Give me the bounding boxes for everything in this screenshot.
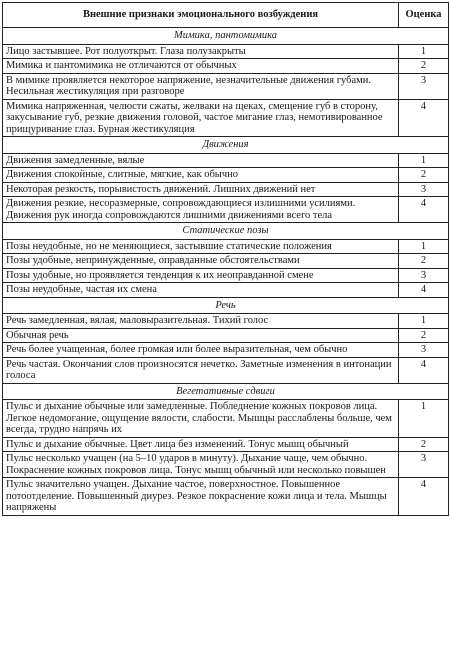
score-value: 3 bbox=[399, 452, 449, 478]
sign-description: Мимика напряженная, челюсти сжаты, желваки на щеках, смещение губ в сторону, закусывание губ, резкие движения головой, частое мигание глаз, немотивированное прищуривание глаз. Бурная жестикуляция bbox=[3, 99, 399, 137]
table-row bbox=[3, 44, 449, 59]
table-row bbox=[3, 357, 449, 383]
sign-description: Пульс значительно учащен. Дыхание частое, поверхностное. Повышенное потоотделение. Повышенный диурез. Резкое покраснение кожи лица и тела. Мышцы напряжены bbox=[3, 478, 399, 516]
section-title: Статические позы bbox=[3, 223, 449, 240]
score-value: 1 bbox=[399, 153, 449, 168]
sign-description: Позы удобные, непринужденные, оправданные обстоятельствами bbox=[3, 254, 399, 269]
score-value: 4 bbox=[399, 357, 449, 383]
sign-description: В мимике проявляется некоторое напряжение, незначительные движения губами. Несильная жестикуляция при разговоре bbox=[3, 73, 399, 99]
sign-description: Обычная речь bbox=[3, 328, 399, 343]
table-row bbox=[3, 99, 449, 137]
sign-description: Некоторая резкость, порывистость движений. Лишних движений нет bbox=[3, 182, 399, 197]
header-score: Оценка bbox=[399, 3, 449, 28]
table-row bbox=[3, 239, 449, 254]
sign-description: Пульс несколько учащен (на 5–10 ударов в минуту). Дыхание чаще, чем обычно. Покраснение кожных покровов лица. Тонус мышц обычный или несколько повышен bbox=[3, 452, 399, 478]
sign-description: Речь замедленная, вялая, маловыразительная. Тихий голос bbox=[3, 314, 399, 329]
score-value: 2 bbox=[399, 168, 449, 183]
table-row bbox=[3, 73, 449, 99]
sign-description: Пульс и дыхание обычные или замедленные. Побледнение кожных покровов лица. Легкое недомогание, ощущение вялости, слабости. Мышцы расслаблены больше, чем всегда, трудно напрячь их bbox=[3, 400, 399, 438]
sign-description: Речь частая. Окончания слов произносятся нечетко. Заметные изменения в интонации голоса bbox=[3, 357, 399, 383]
section-header-row bbox=[3, 28, 449, 45]
table-row bbox=[3, 328, 449, 343]
table-row bbox=[3, 59, 449, 74]
sign-description: Мимика и пантомимика не отличаются от обычных bbox=[3, 59, 399, 74]
section-title: Речь bbox=[3, 297, 449, 314]
score-value: 1 bbox=[399, 44, 449, 59]
table-row bbox=[3, 283, 449, 298]
table-row bbox=[3, 314, 449, 329]
section-title: Мимика, пантомимика bbox=[3, 28, 449, 45]
section-header-row bbox=[3, 297, 449, 314]
table-row bbox=[3, 400, 449, 438]
score-value: 4 bbox=[399, 99, 449, 137]
section-title: Вегетативные сдвиги bbox=[3, 383, 449, 400]
score-value: 3 bbox=[399, 182, 449, 197]
section-header-row bbox=[3, 137, 449, 154]
sign-description: Позы неудобные, частая их смена bbox=[3, 283, 399, 298]
table-header-row bbox=[3, 3, 449, 28]
sign-description: Лицо застывшее. Рот полуоткрыт. Глаза полузакрыты bbox=[3, 44, 399, 59]
table-body bbox=[3, 28, 449, 516]
score-value: 4 bbox=[399, 283, 449, 298]
sign-description: Речь более учащенная, более громкая или более выразительная, чем обычно bbox=[3, 343, 399, 358]
score-value: 3 bbox=[399, 343, 449, 358]
sign-description: Движения замедленные, вялые bbox=[3, 153, 399, 168]
score-value: 3 bbox=[399, 268, 449, 283]
emotional-arousal-table bbox=[2, 2, 449, 516]
score-value: 4 bbox=[399, 197, 449, 223]
section-title: Движения bbox=[3, 137, 449, 154]
section-header-row bbox=[3, 383, 449, 400]
score-value: 2 bbox=[399, 437, 449, 452]
table-row bbox=[3, 268, 449, 283]
table-row bbox=[3, 254, 449, 269]
sign-description: Движения спокойные, слитные, мягкие, как обычно bbox=[3, 168, 399, 183]
score-value: 3 bbox=[399, 73, 449, 99]
score-value: 2 bbox=[399, 59, 449, 74]
table-row bbox=[3, 437, 449, 452]
sign-description: Позы неудобные, но не меняющиеся, застывшие статические положения bbox=[3, 239, 399, 254]
table-row bbox=[3, 168, 449, 183]
table-row bbox=[3, 478, 449, 516]
section-header-row bbox=[3, 223, 449, 240]
sign-description: Движения резкие, несоразмерные, сопровождающиеся излишними усилиями. Движения рук иногда сопровождаются лишними движениями всего тела bbox=[3, 197, 399, 223]
score-value: 2 bbox=[399, 254, 449, 269]
header-signs: Внешние признаки эмоционального возбуждения bbox=[3, 3, 399, 28]
score-value: 4 bbox=[399, 478, 449, 516]
table-row bbox=[3, 153, 449, 168]
table-row bbox=[3, 343, 449, 358]
table-row bbox=[3, 182, 449, 197]
score-value: 1 bbox=[399, 314, 449, 329]
score-value: 1 bbox=[399, 239, 449, 254]
sign-description: Позы удобные, но проявляется тенденция к их неоправданной смене bbox=[3, 268, 399, 283]
score-value: 1 bbox=[399, 400, 449, 438]
score-value: 2 bbox=[399, 328, 449, 343]
table-row bbox=[3, 452, 449, 478]
table-row bbox=[3, 197, 449, 223]
sign-description: Пульс и дыхание обычные. Цвет лица без изменений. Тонус мышц обычный bbox=[3, 437, 399, 452]
